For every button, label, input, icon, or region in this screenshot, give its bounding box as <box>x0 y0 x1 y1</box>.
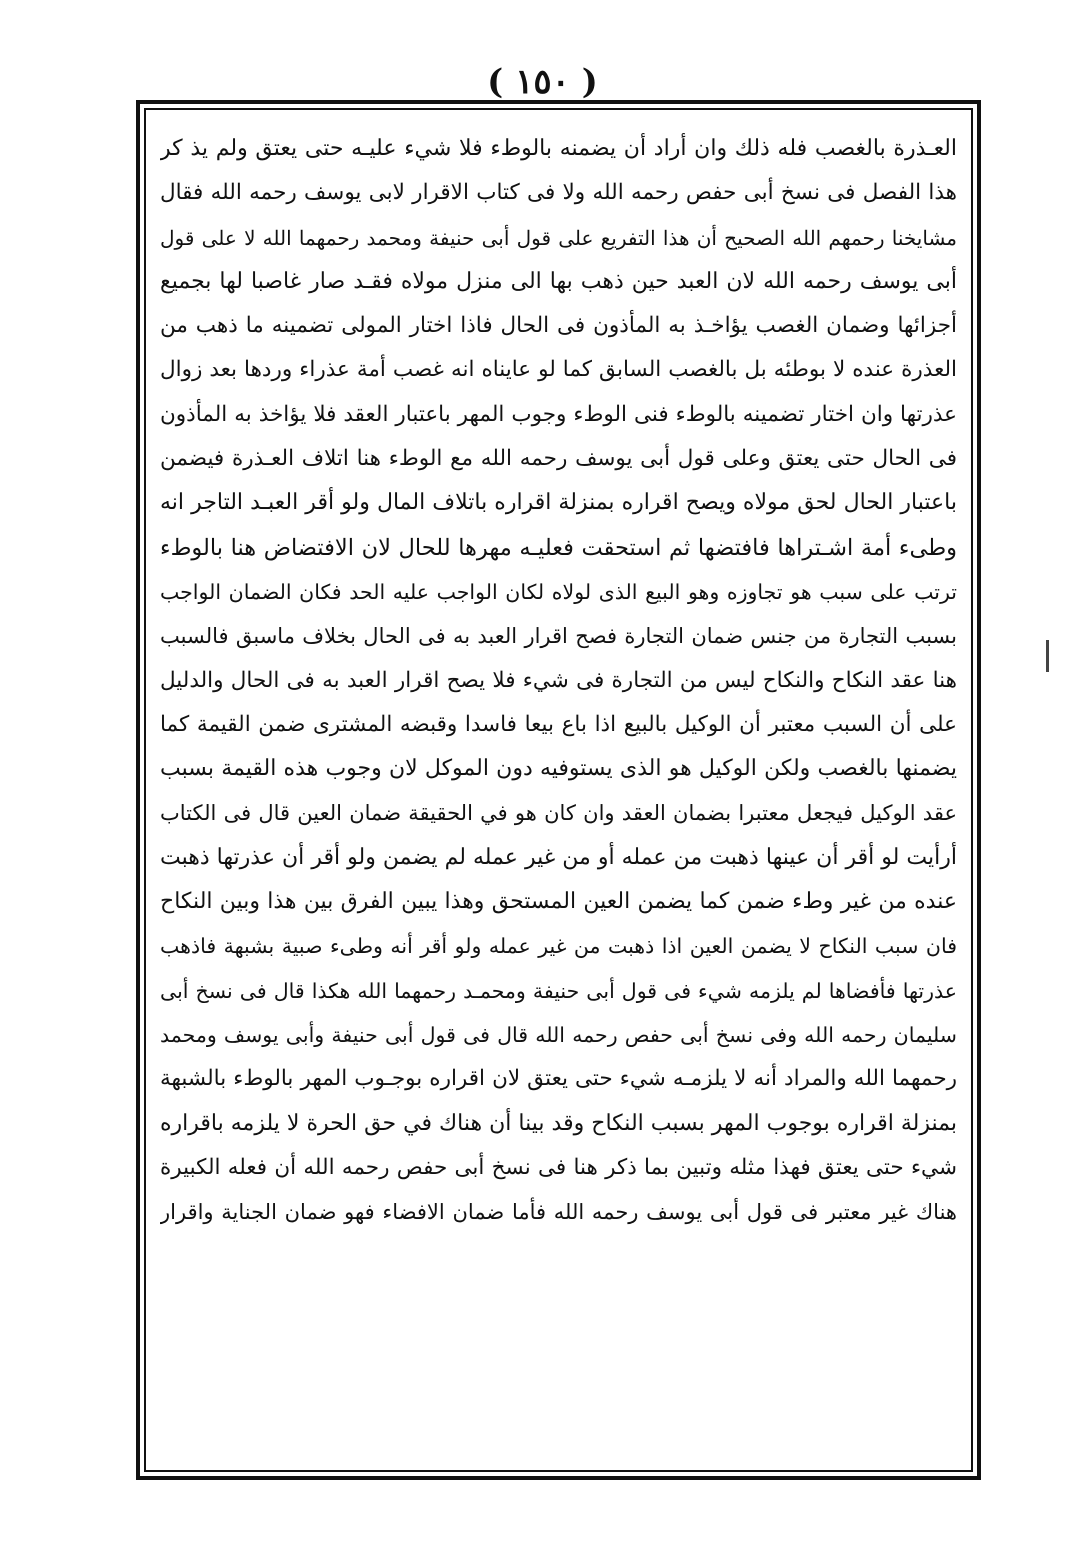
text-line-24: شيء حتى يعتق فهذا مثله وتبين بما ذكر هنا فى نسخ أبى حفص رحمه الله أن فعله الكبيرة <box>160 1154 957 1180</box>
text-line-19: فان سبب النكاح لا يضمن العين اذا ذهبت من غير عمله ولو أقر أنه وطىء صبية بشبهة فاذهب <box>160 934 957 959</box>
text-line-22: رحمهما الله والمراد أنه لا يلزمـه شيء حتى يعتق لان اقراره بوجـوب المهر بالوطء بالشبهة <box>160 1066 957 1092</box>
text-line-25: هناك غير معتبر فى قول أبى يوسف رحمه الله فأما ضمان الافضاء فهو ضمان الجناية واقرار <box>160 1200 957 1225</box>
body-text <box>160 127 957 1457</box>
text-line-13: هنا عقد النكاح والنكاح ليس من التجارة فى شيء فلا يصح اقرار العبد به فى الحال والدليل <box>160 667 957 693</box>
text-line-4: أبى يوسف رحمه الله لان العبد حين ذهب بها الى منزل مولاه فقـد صار غاصبا لها بجميع <box>160 268 957 294</box>
text-line-16: عقد الوكيل فيجعل معتبرا بضمان العقد وان كان هو في الحقيقة ضمان العين قال فى الكتاب <box>160 801 957 826</box>
text-line-3: مشايخنا رحمهم الله الصحيح أن هذا التفريع على قول أبى حنيفة ومحمد رحمهما الله لا على قول <box>160 225 957 250</box>
text-line-10: وطىء أمة اشـتراها فافتضها ثم استحقت فعليـه مهرها للحال لان الافتضاض هنا بالوطء <box>160 534 957 561</box>
text-line-20: عذرتها فأفضاها لم يلزمه شيء فى قول أبى حنيفة ومحمـد رحمهما الله هكذا قال فى نسخ أبى <box>160 978 957 1003</box>
text-line-18: عنده من غير وطء ضمن كما يضمن العين المستحق وهذا يبين الفرق بين هذا وبين النكاح <box>160 889 957 915</box>
page-number: ( ١٥٠ ) <box>487 62 598 102</box>
text-line-2: هذا الفصل فى نسخ أبى حفص رحمه الله ولا فى كتاب الاقرار لابى يوسف رحمه الله فقال <box>160 180 957 206</box>
text-line-11: ترتب على سبب هو تجاوزه وهو البيع الذى لولاه لكان الواجب عليه الحد فكان الضمان الواجب <box>160 579 957 604</box>
text-line-1: العـذرة بالغصب فله ذلك وان أراد أن يضمنه بالوطء فلا شيء عليـه حتى يعتق ولم يذ كر <box>160 136 957 161</box>
text-line-21: سليمان رحمه الله وفى نسخ أبى حفص رحمه الله قال فى قول أبى حنيفة وأبى يوسف ومحمد <box>160 1022 957 1047</box>
text-line-9: باعتبار الحال لحق مولاه ويصح اقراره بمنزلة اقراره باتلاف المال ولو أقر العبـد التاجر انه <box>160 490 957 516</box>
text-line-5: أجزائها وضمان الغصب يؤاخـذ به المأذون فى الحال فاذا اختار المولى تضمينه ما ذهب من <box>160 313 957 339</box>
margin-mark <box>1046 640 1049 672</box>
text-line-8: فى الحال حتى يعتق وعلى قول أبى يوسف رحمه الله مع الوطء هنا اتلاف العـذرة فيضمن <box>160 446 957 472</box>
text-line-15: يضمنها بالغصب ولكن الوكيل هو الذى يستوفيه دون الموكل لان وجوب هذه القيمة بسبب <box>160 756 957 782</box>
text-line-6: العذرة عنده لا بوطئه بل بالغصب السابق كما لو عايناه انه غصب أمة عذراء وردها بعد زوال <box>160 357 957 383</box>
text-line-14: على أن السبب معتبر أن الوكيل بالبيع اذا باع بيعا فاسدا وقبضه المشترى ضمن القيمة كما <box>160 711 957 737</box>
text-line-7: عذرتها وان اختار تضمينه بالوطء فنى الوطء وجوب المهر باعتبار العقد فلا يؤاخذ به المأذون <box>160 401 957 427</box>
text-line-17: أرأيت لو أقر أن عينها ذهبت من عمله أو من غير عمله لم يضمن ولو أقر أن عذرتها ذهبت <box>160 844 957 870</box>
text-line-12: بسبب التجارة من جنس ضمان التجارة فصح اقرار العبد به فى الحال بخلاف ماسبق فالسبب <box>160 624 957 649</box>
text-line-23: بمنزلة اقراره بوجوب المهر بسبب النكاح وقد بينا أن هناك في حق الحرة لا يلزمه باقراره <box>160 1110 957 1136</box>
